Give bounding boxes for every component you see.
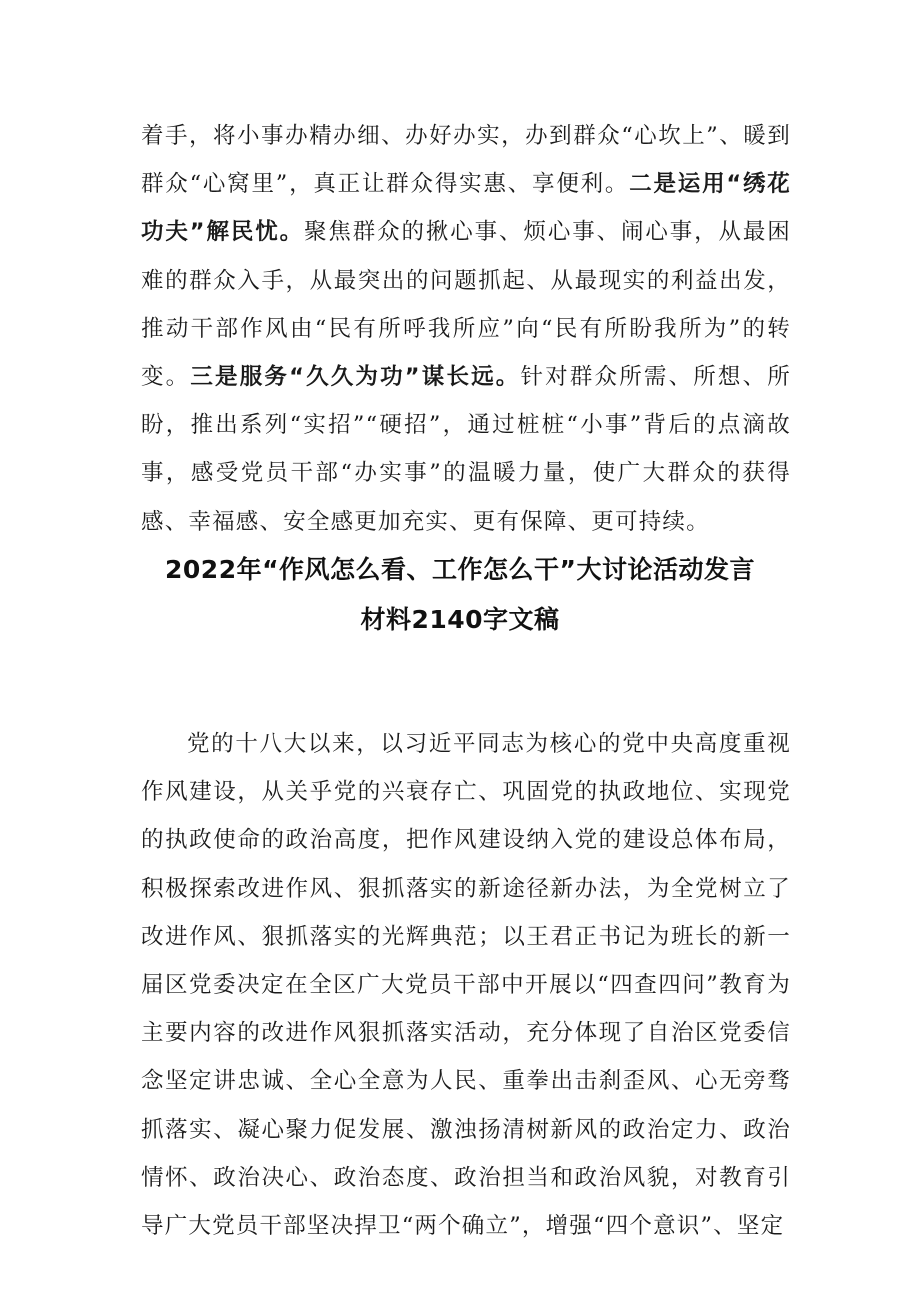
article-title-line-1: 2022年“作风怎么看、工作怎么干”大讨论活动发言 [165,555,755,584]
continuation-bold-heading: 二是运用“绣花功夫”解民忧。 [141,171,791,246]
continuation-segment: 针对群众所需、所想、所盼，推出系列“实招”“硬招”，通过桩桩“小事”背后的点滴故事，感受党员干部“办实事”的温暖力量，使广大群众的获得感、幸福感、安全感更加充实、更有保障、更可持续。 [141,364,791,535]
continuation-segment: 着手，将小事办精办细、办好办实，办到群众“心坎上”、暖到群众“心窝里”，真正让群众得实惠、享便利。 [141,123,791,198]
continuation-paragraph [141,112,791,546]
article-body-paragraph: 党的十八大以来，以习近平同志为核心的党中央高度重视作风建设，从关乎党的兴衰存亡、巩固党的执政地位、实现党的执政使命的政治高度，把作风建设纳入党的建设总体布局，积极探索改进作风、狠抓落实的新途径新办法，为全党树立了改进作风、狠抓落实的光辉典范；以王君正书记为班长的新一届区党委决定在全区广大党员干部中开展以“四查四问”教育为主要内容的改进作风狠抓落实活动，充分体现了自治区党委信念坚定讲忠诚、全心全意为人民、重拳出击刹歪风、心无旁骛抓落实、凝心聚力促发展、激浊扬清树新风的政治定力、政治情怀、政治决心、政治态度、政治担当和政治风貌，对教育引导广大党员干部坚决捍卫“两个确立”，增强“四个意识”、坚定 [141,731,791,1240]
article-title [110,545,810,645]
continuation-bold-heading: 三是服务“久久为功”谋长远。 [190,364,521,391]
article-title-line-2: 材料2140字文稿 [360,605,560,634]
continuation-segment: 聚焦群众的揪心事、烦心事、闹心事，从最困难的群众入手，从最突出的问题抓起、从最现实的利益出发，推动干部作风由“民有所呼我所应”向“民有所盼我所为”的转变。 [141,219,791,391]
